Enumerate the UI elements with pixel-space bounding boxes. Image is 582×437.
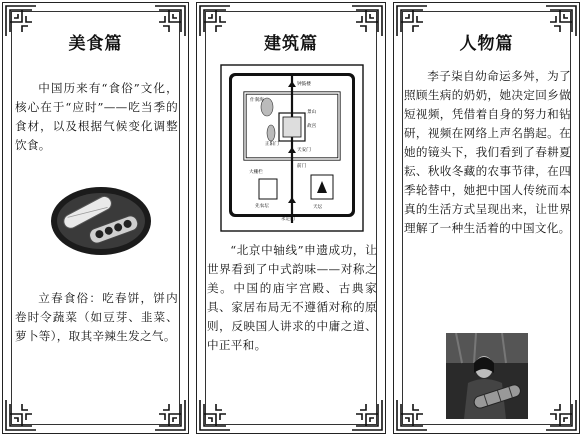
spring-custom-paragraph: 立春食俗：吃春饼，饼内卷时令蔬菜（如豆芽、韭菜、萝卜等），取其辛辣生发之气。 xyxy=(15,291,178,343)
map-label: 天安门 xyxy=(297,148,311,153)
map-label: 景山 xyxy=(307,110,317,115)
fret-corner-ornament xyxy=(153,398,187,432)
food-intro-paragraph: 中国历来有“食俗”文化，核心在于“应时”——吃当季的食材，以及根据气候变化调整饮食。 xyxy=(15,81,178,152)
food-panel xyxy=(2,2,189,434)
fret-corner-ornament xyxy=(198,398,232,432)
panel-title: 美食篇 xyxy=(68,34,123,54)
li-ziqi-photo xyxy=(446,333,528,419)
fret-corner-ornament xyxy=(544,398,578,432)
panel-title: 建筑篇 xyxy=(264,34,318,54)
fret-corner-ornament xyxy=(395,398,429,432)
map-label: 先农坛 xyxy=(255,204,269,209)
people-panel xyxy=(393,2,580,434)
map-label: 钟鼓楼 xyxy=(297,82,311,87)
map-label: 正阳门 xyxy=(265,142,279,147)
central-axis-paragraph: “北京中轴线”申遗成功，让世界看到了中式韵味——对称之美。中国的庙宇宫殿、古典家具、家居布局无不遵循对称的原则，反映国人讲求的中庸之道、中正平和。 xyxy=(207,243,377,352)
architecture-panel xyxy=(196,2,386,434)
fret-corner-ornament xyxy=(350,398,384,432)
map-label: 故宫 xyxy=(307,124,317,129)
map-label: 前门 xyxy=(297,164,307,169)
map-label: 大栅栏 xyxy=(249,170,263,175)
spring-pancake-photo xyxy=(49,179,153,259)
fret-corner-ornament xyxy=(4,398,38,432)
map-label: 天坛 xyxy=(313,205,323,210)
map-label: 永定门 xyxy=(281,217,295,222)
li-ziqi-paragraph: 李子柒自幼命运多舛，为了照顾生病的奶奶，她决定回乡做短视频，凭借着自身的努力和钻研，视频在网络上声名鹊起。在她的镜头下，我们看到了春耕夏耘、秋收冬藏的农事节律，在四季轮替中，她把中国人传统而本真的生活方式呈现出来，让世界理解了一种生活着的中国文化。 xyxy=(404,69,571,235)
map-label: 什刹海 xyxy=(250,98,264,103)
panel-title: 人物篇 xyxy=(459,34,514,54)
beijing-central-axis-map xyxy=(219,63,365,233)
